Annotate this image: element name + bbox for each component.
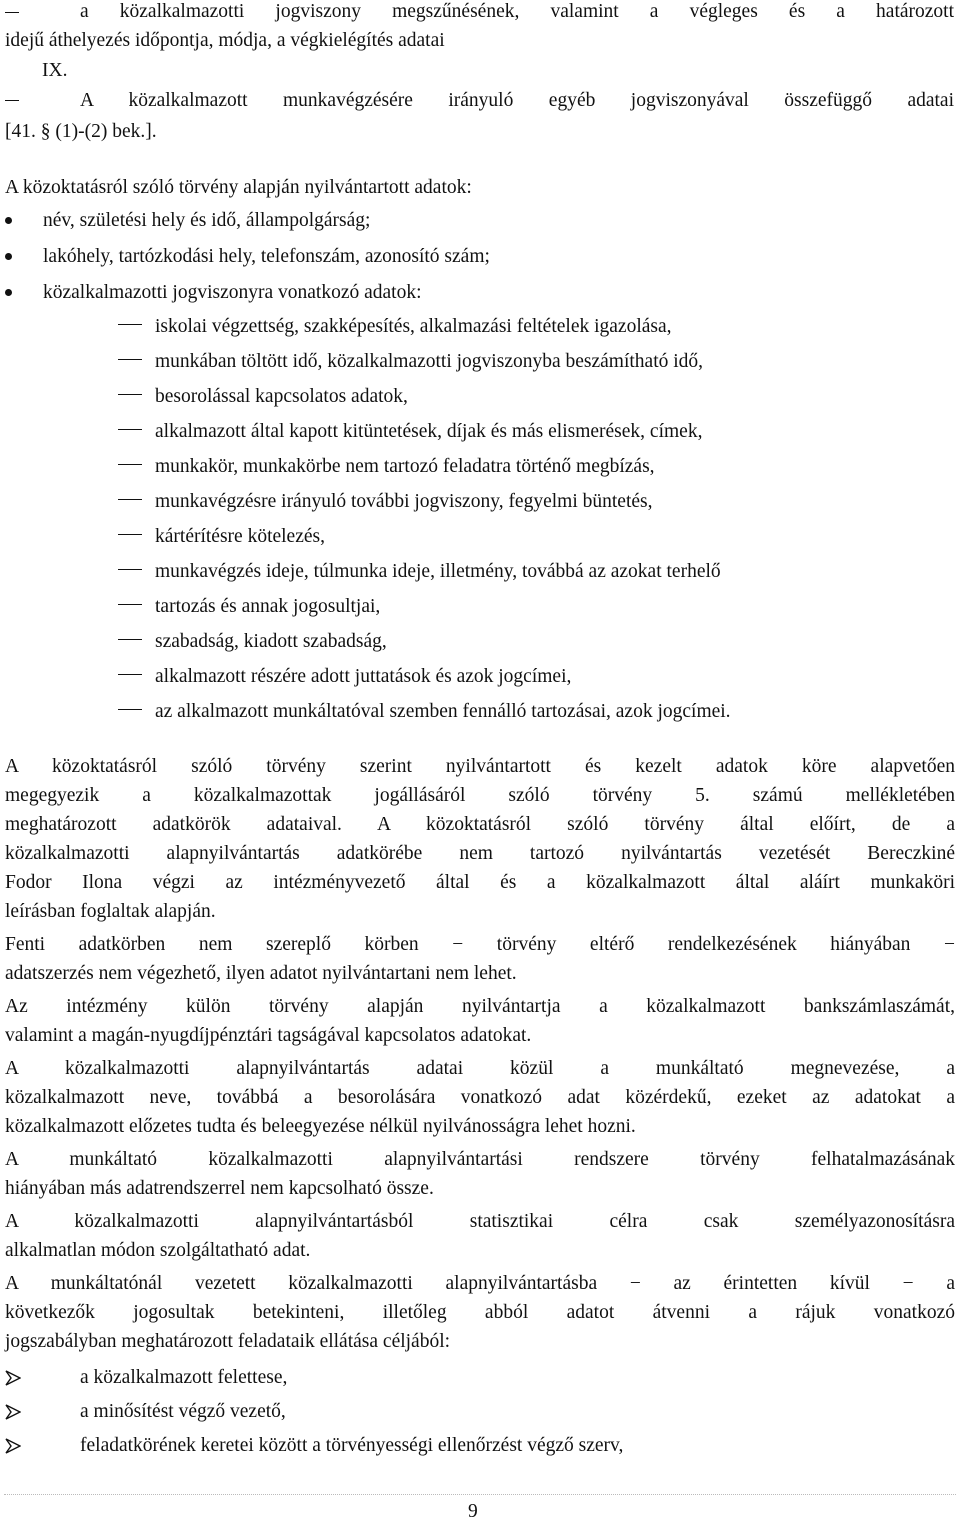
bullet-icon [5,217,12,224]
arrow-bullet-icon [5,1438,21,1454]
section-intro: A közoktatásról szóló törvény alapján nyilvántartott adatok: [5,177,472,198]
page-number: 9 [468,1501,478,1522]
sub-item: tartozás és annak jogosultjai, [155,596,381,617]
list-item-line: A közalkalmazott munkavégzésére irányuló egyéb jogviszonyával összefüggő adatai [80,90,954,111]
arrow-bullet-icon [5,1404,21,1420]
paragraph-line: valamint a magán-nyugdíjpénztári tagságával kapcsolatos adatokat. [5,1025,532,1046]
bullet-item: közalkalmazotti jogviszonyra vonatkozó adatok: [43,282,422,303]
sub-item: az alkalmazott munkáltatóval szemben fennálló tartozásai, azok jogcímei. [155,701,731,722]
sub-item: iskolai végzettség, szakképesítés, alkalmazási feltételek igazolása, [155,316,672,337]
roman-heading: IX. [42,60,68,81]
sub-item: munkavégzés ideje, túlmunka ideje, illetmény, továbbá az azokat terhelő [155,561,721,582]
paragraph-line: Fenti adatkörben nem szereplő körben − törvény eltérő rendelkezésének hiányában − [5,934,955,955]
paragraph-line: A közalkalmazotti alapnyilvántartás adatai közül a munkáltató megnevezése, a [5,1058,955,1079]
paragraph-line: Az intézmény külön törvény alapján nyilvántartja a közalkalmazott bankszámlaszámát, [5,996,955,1017]
paragraph-line: leírásban foglaltak alapján. [5,901,216,922]
bullet-item: név, születési hely és idő, állampolgárság; [43,210,371,231]
dash-marker [118,324,142,325]
paragraph-line: A közoktatásról szóló törvény szerint nyilvántartott és kezelt adatok köre alapvetően [5,756,955,777]
paragraph-line: közalkalmazotti alapnyilvántartás adatkörébe nem tartozó nyilvántartás vezetését Bereczkiné [5,843,955,864]
dash-marker [5,12,19,13]
bullet-icon [5,289,12,296]
paragraph-line: közalkalmazott előzetes tudta és beleegyezése nélkül nyilvánosságra lehet hozni. [5,1116,636,1137]
paragraph-line: A munkáltató közalkalmazotti alapnyilvántartási rendszere törvény felhatalmazásának [5,1149,955,1170]
paragraph-line: megegyezik a közalkalmazottak jogállásáról szóló törvény 5. számú mellékletében [5,785,955,806]
dash-marker [118,569,142,570]
paragraph-line: A közalkalmazotti alapnyilvántartásból statisztikai célra csak személyazonosításra [5,1211,955,1232]
dash-marker [118,464,142,465]
sub-item: munkában töltött idő, közalkalmazotti jogviszonyba beszámítható idő, [155,351,704,372]
bullet-icon [5,253,12,260]
sub-item: alkalmazott részére adott juttatások és azok jogcímei, [155,666,572,687]
list-item-line: [41. § (1)-(2) bek.]. [5,121,157,142]
arrow-item: feladatkörének keretei között a törvényességi ellenőrzést végző szerv, [80,1435,624,1456]
dash-marker [118,674,142,675]
bullet-item: lakóhely, tartózkodási hely, telefonszám, azonosító szám; [43,246,490,267]
sub-item: munkavégzésre irányuló további jogviszony, fegyelmi büntetés, [155,491,653,512]
paragraph-line: Fodor Ilona végzi az intézményvezető által és a közalkalmazott által aláírt munkaköri [5,872,955,893]
arrow-item: a közalkalmazott felettese, [80,1367,288,1388]
paragraph-line: hiányában más adatrendszerrel nem kapcsolható össze. [5,1178,434,1199]
paragraph-line: adatszerzés nem végezhető, ilyen adatot nyilvántartani nem lehet. [5,963,517,984]
dash-marker [118,429,142,430]
arrow-bullet-icon [5,1370,21,1386]
paragraph-line: jogszabályban meghatározott feladataik ellátása céljából: [5,1331,451,1352]
paragraph-line: meghatározott adatkörök adataival. A közoktatásról szóló törvény által előírt, de a [5,814,955,835]
sub-item: munkakör, munkakörbe nem tartozó feladatra történő megbízás, [155,456,655,477]
list-item-line: idejű áthelyezés időpontja, módja, a végkielégítés adatai [5,30,445,51]
dash-marker [118,639,142,640]
sub-item: szabadság, kiadott szabadság, [155,631,387,652]
dash-marker [118,359,142,360]
dash-marker [118,499,142,500]
dash-marker [118,709,142,710]
dash-marker [118,534,142,535]
paragraph-line: alkalmatlan módon szolgáltatható adat. [5,1240,311,1261]
dash-marker [118,394,142,395]
arrow-item: a minősítést végző vezető, [80,1401,286,1422]
paragraph-line: A munkáltatónál vezetett közalkalmazotti alapnyilvántartásba − az érintetten kívül − a [5,1273,955,1294]
footer-divider [4,1494,956,1495]
sub-item: besorolással kapcsolatos adatok, [155,386,408,407]
paragraph-line: közalkalmazott neve, továbbá a besorolására vonatkozó adat közérdekű, ezeket az adatokat a [5,1087,955,1108]
paragraph-line: következők jogosultak betekinteni, illetőleg abból adatot átvenni a rájuk vonatkozó [5,1302,955,1323]
list-item-line: a közalkalmazotti jogviszony megszűnésének, valamint a végleges és a határozott [80,1,954,22]
dash-marker [5,100,19,101]
sub-item: kártérítésre kötelezés, [155,526,325,547]
sub-item: alkalmazott által kapott kitüntetések, díjak és más elismerések, címek, [155,421,703,442]
dash-marker [118,604,142,605]
